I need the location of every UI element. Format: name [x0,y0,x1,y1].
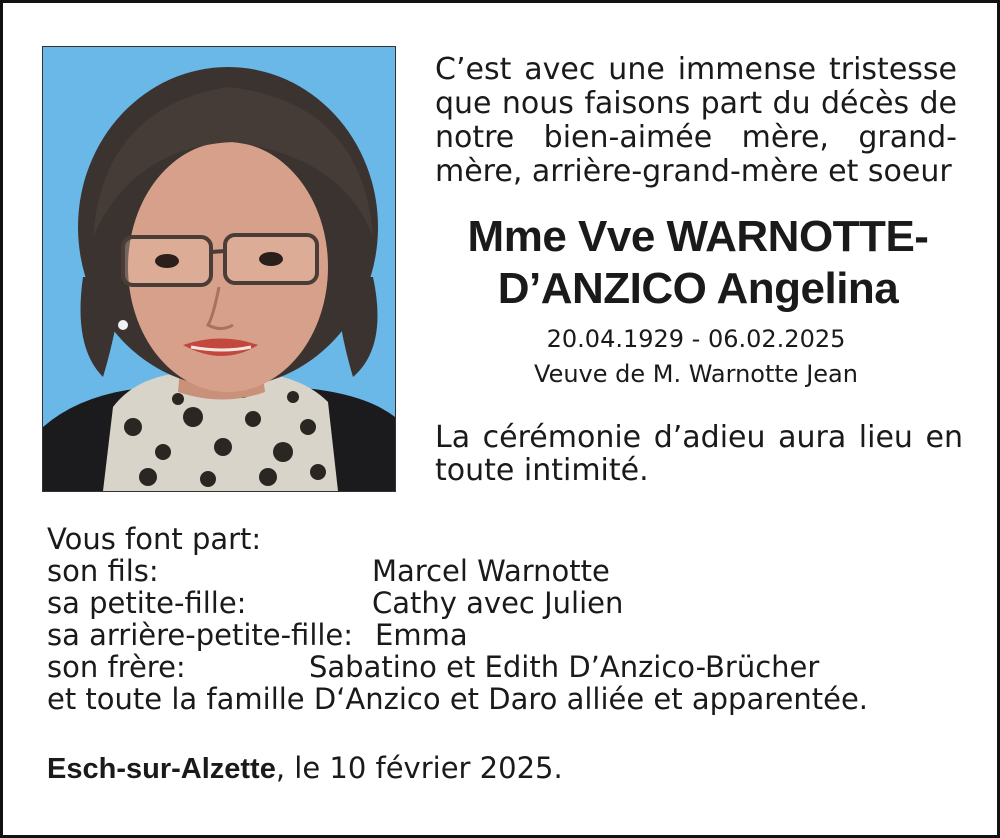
family-closing-row [47,683,967,715]
portrait-illustration [43,47,395,491]
life-dates: 20.04.1929 - 06.02.2025 [546,325,846,353]
intro-line: C’est avec une immense tristesse [435,52,957,87]
portrait-photo [42,46,396,492]
place-date: , le 10 février 2025. [275,751,563,785]
family-member: Emma [375,618,468,652]
name-line: Mme Vve WARNOTTE- [467,212,929,261]
place-city: Esch-sur-Alzette [47,753,276,785]
family-row [47,651,967,683]
ceremony-line: toute intimité. [435,453,649,488]
family-row [47,555,967,587]
family-heading: Vous font part: [47,522,262,556]
place-and-date [47,751,563,786]
family-relation: son frère: [47,650,186,684]
family-list [47,523,967,715]
family-relation: sa arrière-petite-fille: [47,618,354,652]
family-heading-row [47,523,967,555]
widow-of: Veuve de M. Warnotte Jean [534,360,858,388]
name-line: D’ANZICO Angelina [497,264,899,313]
intro-line: mère, arrière-grand-mère et soeur [435,154,952,189]
intro-line: que nous faisons part du décès de [435,86,957,121]
family-row [47,587,967,619]
intro-line: notre bien-aimée mère, grand- [435,120,957,155]
family-relation: sa petite-fille: [47,586,247,620]
deceased-name [403,211,993,315]
announcement-intro [435,53,957,189]
ceremony-notice [435,421,963,487]
family-closing: et toute la famille D‘Anzico et Daro alliée et apparentée. [47,682,869,716]
family-member: Sabatino et Edith D’Anzico-Brücher [309,650,820,684]
family-row [47,619,967,651]
family-member: Cathy avec Julien [372,586,624,620]
ceremony-line: La cérémonie d’adieu aura lieu en [435,420,963,455]
family-relation: son fils: [47,554,159,588]
family-member: Marcel Warnotte [372,554,610,588]
